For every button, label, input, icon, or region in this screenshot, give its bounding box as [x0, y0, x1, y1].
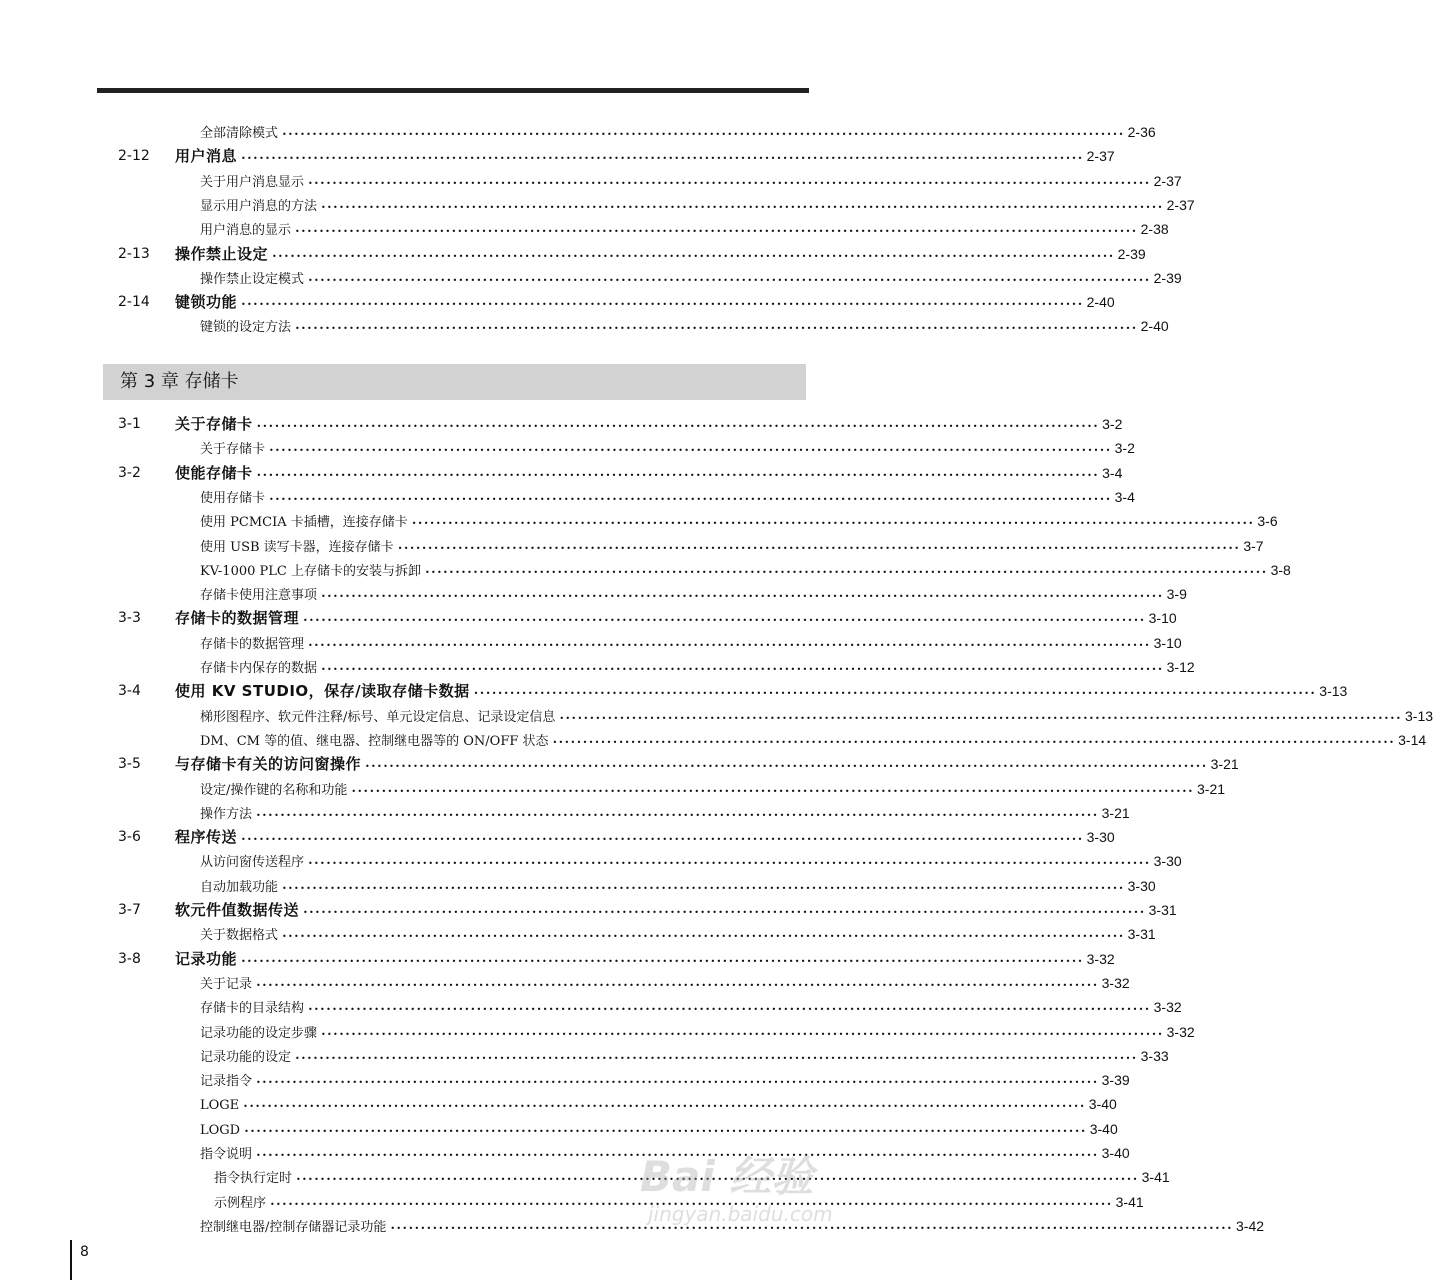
dot-leader: •••••••••••••••••••••••••••••••••••••••••••••••••••••••••••••••••••••••••••••••••••••••••••••••••••••••••••••••••••••••••••••••••••••••••••• [256, 1151, 1099, 1160]
dot-leader: •••••••••••••••••••••••••••••••••••••••••••••••••••••••••••••••••••••••••••••••••••••••••••••••••••••••••••••••••••••••••••••••••••••••••••• [321, 592, 1164, 602]
entry-page-number: 2-40 [1140, 318, 1169, 335]
entry-page-number: 3-32 [1101, 974, 1130, 991]
entry-title: 存储卡使用注意事项 [200, 588, 318, 604]
entry-title: LOGD [200, 1122, 241, 1138]
toc-entry[interactable] [0, 1092, 1117, 1116]
entry-page-number: 2-37 [1086, 148, 1115, 165]
dot-leader: •••••••••••••••••••••••••••••••••••••••••••••••••••••••••••••••••••••••••••••••••••••••••••••••••••••••••••••••••••••••••••••••••••••••••••• [296, 1175, 1139, 1185]
dot-leader: •••••••••••••••••••••••••••••••••••••••••••••••••••••••••••••••••••••••••••••••••••••••••••••••••••••••••••••••••••••••••••••••••••••••••••• [295, 324, 1138, 334]
dot-leader: •••••••••••••••••••••••••••••••••••••••••••••••••••••••••••••••••••••••••••••••••••••••••••••••••••••••••••••••••••••••••••••••••••••••••••• [269, 446, 1112, 456]
entry-page-number: 3-7 [1243, 537, 1264, 554]
dot-leader: •••••••••••••••••••••••••••••••••••••••••••••••••••••••••••••••••••••••••••••••••••••••••••••••••••••••••••••••••••••••••••••••••••••••••••• [303, 908, 1146, 917]
toc-entry[interactable] [0, 412, 1123, 436]
dot-leader: •••••••••••••••••••••••••••••••••••••••••••••••••••••••••••••••••••••••••••••••••••••••••••••••••••••••••••••••••••••••••••••••••••••••••••• [308, 275, 1151, 285]
section-number: 3-5 [118, 756, 141, 773]
watermark-text: Bai 经验 [640, 1152, 814, 1201]
toc-entry[interactable] [0, 314, 1169, 338]
dot-leader: •••••••••••••••••••••••••••••••••••••••••••••••••••••••••••••••••••••••••••••••••••••••••••••••••••••••••••••••••••••••••••••••••••••••••••• [390, 1223, 1234, 1233]
toc-entry[interactable] [0, 849, 1182, 873]
dot-leader: •••••••••••••••••••••••••••••••••••••••••••••••••••••••••••••••••••••••••••••••••••••••••••••••••••••••••••••••••••••••••••••••••••••••••••• [303, 616, 1146, 626]
entry-title: 全部清除模式 [200, 126, 279, 141]
entry-page-number: 3-13 [1405, 707, 1433, 724]
section-number: 3-1 [118, 416, 141, 432]
entry-page-number: 3-9 [1166, 586, 1187, 603]
entry-title: 使用 PCMCIA 卡插槽，连接存储卡 [200, 515, 408, 531]
toc-entry[interactable] [0, 631, 1182, 655]
toc-entry[interactable] [0, 825, 1115, 849]
entry-title: 从访问窗传送程序 [200, 855, 305, 871]
entry-title: 关于数据格式 [200, 928, 279, 944]
toc-entry[interactable] [0, 947, 1115, 971]
entry-title: 存储卡的目录结构 [200, 1001, 305, 1017]
toc-entry[interactable] [0, 728, 1427, 752]
entry-title: 记录指令 [200, 1074, 253, 1090]
dot-leader: •••••••••••••••••••••••••••••••••••••••••••••••••••••••••••••••••••••••••••••••••••••••••••••••••••••••••••••••••••••••••••••••••••••••••••• [241, 956, 1084, 966]
entry-title: 使用 USB 读写卡器，连接存储卡 [200, 539, 394, 555]
section-number: 3-7 [118, 902, 141, 918]
dot-leader: •••••••••••••••••••••••••••••••••••••••••••••••••••••••••••••••••••••••••••••••••••••••••••••••••••••••••••••••••••••••••••••••••••••••••••• [473, 689, 1317, 699]
entry-page-number: 3-39 [1101, 1072, 1130, 1089]
entry-page-number: 3-12 [1166, 659, 1195, 675]
entry-title: 关于存储卡 [200, 442, 266, 458]
entry-title: 指令执行定时 [214, 1171, 293, 1187]
entry-page-number: 2-38 [1140, 221, 1169, 238]
entry-title: DM、CM 等的值、继电器、控制继电器等的 ON/OFF 状态 [200, 733, 549, 749]
toc-entry[interactable] [0, 752, 1239, 776]
entry-title: 存储卡内保存的数据 [200, 661, 318, 676]
toc-entry[interactable] [0, 582, 1187, 606]
toc-entry[interactable] [0, 704, 1433, 728]
toc-entry[interactable] [0, 266, 1182, 290]
entry-page-number: 3-32 [1086, 950, 1115, 967]
dot-leader: •••••••••••••••••••••••••••••••••••••••••••••••••••••••••••••••••••••••••••••••••••••••••••••••••••••••••••••••••••••••••••••••••••••••••••• [424, 567, 1268, 577]
entry-title: 控制继电器/控制存储器记录功能 [200, 1219, 387, 1235]
toc-entry[interactable] [0, 777, 1226, 801]
section-number: 2-13 [118, 245, 150, 262]
entry-page-number: 2-37 [1153, 172, 1182, 189]
entry-title: 记录功能的设定 [200, 1049, 292, 1065]
section-number: 3-2 [118, 464, 141, 481]
entry-title: 键锁功能 [175, 293, 238, 312]
toc-entry[interactable] [0, 1165, 1170, 1189]
toc-entry[interactable] [0, 1068, 1130, 1092]
toc-entry[interactable] [0, 1190, 1144, 1214]
entry-page-number: 3-21 [1210, 756, 1239, 773]
toc-entry[interactable] [0, 461, 1123, 485]
dot-leader: •••••••••••••••••••••••••••••••••••••••••••••••••••••••••••••••••••••••••••••••••••••••••••••••••••••••••••••••••••••••••••••••••••••••••••• [321, 1029, 1164, 1039]
toc-entry[interactable] [0, 436, 1135, 460]
top-rule [97, 88, 809, 93]
entry-title: 存储卡的数据管理 [175, 609, 300, 628]
dot-leader: •••••••••••••••••••••••••••••••••••••••••••••••••••••••••••••••••••••••••••••••••••••••••••••••••••••••••••••••••••••••••••••••••••••••••••• [241, 154, 1084, 164]
entry-title: 操作方法 [200, 806, 253, 822]
dot-leader: •••••••••••••••••••••••••••••••••••••••••••••••••••••••••••••••••••••••••••••••••••••••••••••••••••••••••••••••••••••••••••••••••••••••••••• [241, 300, 1084, 310]
entry-page-number: 3-4 [1114, 488, 1135, 505]
entry-page-number: 3-40 [1101, 1145, 1130, 1161]
entry-title: 指令说明 [200, 1147, 253, 1162]
dot-leader: •••••••••••••••••••••••••••••••••••••••••••••••••••••••••••••••••••••••••••••••••••••••••••••••••••••••••••••••••••••••••••••••••••••••••••• [256, 1078, 1099, 1088]
entry-page-number: 3-2 [1114, 440, 1135, 457]
dot-leader: •••••••••••••••••••••••••••••••••••••••••••••••••••••••••••••••••••••••••••••••••••••••••••••••••••••••••••••••••••••••••••••••••••••••••••• [256, 470, 1100, 480]
toc-entry[interactable] [0, 242, 1146, 266]
entry-title: 关于存储卡 [175, 415, 253, 433]
entry-page-number: 3-32 [1166, 1023, 1195, 1040]
toc-entry[interactable] [0, 485, 1135, 509]
dot-leader: •••••••••••••••••••••••••••••••••••••••••••••••••••••••••••••••••••••••••••••••••••••••••••••••••••••••••••••••••••••••••••••••••••••••••••• [308, 640, 1151, 650]
entry-page-number: 3-30 [1153, 853, 1182, 870]
section-number: 3-6 [118, 829, 141, 846]
entry-page-number: 3-33 [1140, 1047, 1169, 1064]
dot-leader: •••••••••••••••••••••••••••••••••••••••••••••••••••••••••••••••••••••••••••••••••••••••••••••••••••••••••••••••••••••••••••••••••••••••••••• [308, 859, 1151, 869]
entry-page-number: 3-32 [1153, 999, 1182, 1016]
dot-leader: •••••••••••••••••••••••••••••••••••••••••••••••••••••••••••••••••••••••••••••••••••••••••••••••••••••••••••••••••••••••••••••••••••••••••••• [282, 883, 1125, 893]
entry-page-number: 2-36 [1127, 124, 1156, 140]
toc-entry[interactable] [0, 534, 1264, 558]
dot-leader: •••••••••••••••••••••••••••••••••••••••••••••••••••••••••••••••••••••••••••••••••••••••••••••••••••••••••••••••••••••••••••••••••••••••••••• [321, 665, 1164, 674]
entry-page-number: 3-6 [1257, 513, 1278, 530]
entry-title: 操作禁止设定模式 [200, 271, 305, 287]
entry-page-number: 2-37 [1166, 196, 1195, 213]
section-number: 2-14 [118, 294, 150, 311]
toc-entry[interactable] [0, 290, 1115, 314]
entry-page-number: 3-8 [1270, 561, 1291, 578]
entry-title: 使用 KV STUDIO，保存/读取存储卡数据 [175, 682, 470, 701]
toc-entry[interactable] [0, 898, 1177, 922]
entry-title: 与存储卡有关的访问窗操作 [175, 755, 362, 774]
entry-page-number: 3-10 [1153, 634, 1182, 651]
entry-title: LOGE [200, 1098, 240, 1114]
section-number: 2-12 [118, 148, 150, 165]
dot-leader: •••••••••••••••••••••••••••••••••••••••••••••••••••••••••••••••••••••••••••••••••••••••••••••••••••••••••••••••••••••••••••••••••••••••••••• [321, 202, 1164, 212]
section-number: 3-3 [118, 610, 141, 627]
dot-leader: •••••••••••••••••••••••••••••••••••••••••••••••••••••••••••••••••••••••••••••••••••••••••••••••••••••••••••••••••••••••••••••••••••••••••••• [241, 835, 1084, 845]
dot-leader: •••••••••••••••••••••••••••••••••••••••••••••••••••••••••••••••••••••••••••••••••••••••••••••••••••••••••••••••••••••••••••••••••••••••••••• [351, 786, 1195, 796]
entry-title: 用户消息 [175, 147, 238, 166]
entry-page-number: 3-10 [1148, 610, 1177, 627]
dot-leader: •••••••••••••••••••••••••••••••••••••••••••••••••••••••••••••••••••••••••••••••••••••••••••••••••••••••••••••••••••••••••••••••••••••••••••• [411, 519, 1255, 529]
dot-leader: •••••••••••••••••••••••••••••••••••••••••••••••••••••••••••••••••••••••••••••••••••••••••••••••••••••••••••••••••••••••••••••••••••••••••••• [244, 1126, 1087, 1136]
toc-entry[interactable] [0, 144, 1115, 168]
toc-entry[interactable] [0, 971, 1130, 995]
page-number: 8 [80, 1244, 89, 1260]
entry-title: 自动加载功能 [200, 879, 279, 895]
dot-leader: •••••••••••••••••••••••••••••••••••••••••••••••••••••••••••••••••••••••••••••••••••••••••••••••••••••••••••••••••••••••••••••••••••••••••••• [243, 1102, 1086, 1112]
chapter-title: 第 3 章 存储卡 [120, 371, 239, 392]
entry-page-number: 3-30 [1086, 829, 1115, 846]
toc-entry[interactable] [0, 193, 1195, 217]
entry-page-number: 3-30 [1127, 877, 1156, 894]
toc-entry[interactable] [0, 801, 1130, 825]
entry-page-number: 3-31 [1127, 926, 1156, 943]
entry-title: 使能存储卡 [175, 463, 253, 482]
entry-title: 记录功能 [175, 949, 238, 968]
dot-leader: •••••••••••••••••••••••••••••••••••••••••••••••••••••••••••••••••••••••••••••••••••••••••••••••••••••••••••••••••••••••••••••••••••••••••••• [308, 1005, 1151, 1015]
entry-title: 关于用户消息显示 [200, 174, 305, 190]
toc-entry[interactable] [0, 922, 1156, 946]
dot-leader: •••••••••••••••••••••••••••••••••••••••••••••••••••••••••••••••••••••••••••••••••••••••••••••••••••••••••••••••••••••••••••••••••••••••••••• [308, 178, 1151, 188]
entry-page-number: 3-41 [1141, 1169, 1170, 1186]
entry-page-number: 3-14 [1398, 731, 1427, 748]
toc-entry[interactable] [0, 1214, 1265, 1238]
dot-leader: •••••••••••••••••••••••••••••••••••••••••••••••••••••••••••••••••••••••••••••••••••••••••••••••••••••••••••••••••••••••••••••••••••••••••••• [256, 810, 1099, 820]
chapter-heading-band [103, 364, 806, 400]
toc-entry[interactable] [0, 558, 1291, 582]
entry-title: 存储卡的数据管理 [200, 636, 305, 652]
dot-leader: •••••••••••••••••••••••••••••••••••••••••••••••••••••••••••••••••••••••••••••••••••••••••••••••••••••••••••••••••••••••••••••••••••••••••••• [272, 251, 1115, 261]
section-number: 3-4 [118, 683, 141, 700]
entry-title: 操作禁止设定 [175, 244, 269, 263]
dot-leader: •••••••••••••••••••••••••••••••••••••••••••••••••••••••••••••••••••••••••••••••••••••••••••••••••••••••••••••••••••••••••••••••••••••••••••• [559, 713, 1403, 723]
dot-leader: •••••••••••••••••••••••••••••••••••••••••••••••••••••••••••••••••••••••••••••••••••••••••••••••••••••••••••••••••••••••••••••••••••••••••••• [256, 422, 1100, 431]
entry-title: KV-1000 PLC 上存储卡的安装与拆卸 [200, 563, 421, 579]
entry-title: 软元件值数据传送 [175, 901, 300, 919]
toc-entry[interactable] [0, 995, 1182, 1019]
entry-page-number: 3-40 [1089, 1120, 1118, 1137]
toc-entry[interactable] [0, 606, 1177, 630]
entry-page-number: 3-41 [1115, 1193, 1144, 1210]
toc-entry[interactable] [0, 874, 1156, 898]
entry-title: 设定/操作键的名称和功能 [200, 782, 348, 798]
toc-entry[interactable] [0, 1141, 1130, 1165]
entry-page-number: 3-42 [1236, 1217, 1265, 1234]
entry-title: 记录功能的设定步骤 [200, 1025, 318, 1041]
toc-entry[interactable] [0, 169, 1182, 193]
dot-leader: •••••••••••••••••••••••••••••••••••••••••••••••••••••••••••••••••••••••••••••••••••••••••••••••••••••••••••••••••••••••••••••••••••••••••••• [256, 980, 1099, 990]
entry-page-number: 2-40 [1086, 294, 1115, 311]
entry-page-number: 3-21 [1197, 780, 1226, 797]
entry-title: 显示用户消息的方法 [200, 198, 318, 214]
toc-entry[interactable] [0, 679, 1348, 703]
toc-entry[interactable] [0, 655, 1195, 679]
dot-leader: •••••••••••••••••••••••••••••••••••••••••••••••••••••••••••••••••••••••••••••••••••••••••••••••••••••••••••••••••••••••••••••••••••••••••••• [282, 130, 1125, 139]
entry-page-number: 2-39 [1117, 245, 1146, 262]
entry-title: 使用存储卡 [200, 490, 266, 506]
section-number: 3-8 [118, 950, 141, 967]
dot-leader: •••••••••••••••••••••••••••••••••••••••••••••••••••••••••••••••••••••••••••••••••••••••••••••••••••••••••••••••••••••••••••••••••••••••••••• [270, 1199, 1113, 1209]
dot-leader: •••••••••••••••••••••••••••••••••••••••••••••••••••••••••••••••••••••••••••••••••••••••••••••••••••••••••••••••••••••••••••••••••••••••••••• [269, 494, 1112, 504]
entry-title: 梯形图程序、软元件注释/标号、单元设定信息、记录设定信息 [200, 709, 556, 725]
toc-entry[interactable] [0, 1020, 1195, 1044]
dot-leader: •••••••••••••••••••••••••••••••••••••••••••••••••••••••••••••••••••••••••••••••••••••••••••••••••••••••••••••••••••••••••••••••••••••••••••• [295, 227, 1138, 237]
dot-leader: •••••••••••••••••••••••••••••••••••••••••••••••••••••••••••••••••••••••••••••••••••••••••••••••••••••••••••••••••••••••••••••••••••••••••••• [295, 1053, 1138, 1063]
entry-title: 示例程序 [214, 1195, 267, 1211]
entry-page-number: 3-13 [1319, 683, 1348, 700]
entry-title: 程序传送 [175, 828, 238, 847]
dot-leader: •••••••••••••••••••••••••••••••••••••••••••••••••••••••••••••••••••••••••••••••••••••••••••••••••••••••••••••••••••••••••••••••••••••••••••• [282, 932, 1125, 942]
dot-leader: •••••••••••••••••••••••••••••••••••••••••••••••••••••••••••••••••••••••••••••••••••••••••••••••••••••••••••••••••••••••••••••••••••••••••••• [552, 737, 1396, 747]
entry-title: 用户消息的显示 [200, 223, 292, 239]
entry-page-number: 3-2 [1102, 416, 1123, 432]
dot-leader: •••••••••••••••••••••••••••••••••••••••••••••••••••••••••••••••••••••••••••••••••••••••••••••••••••••••••••••••••••••••••••••••••••••••••••• [365, 762, 1208, 772]
entry-page-number: 3-21 [1101, 804, 1130, 821]
footer-rule [70, 1240, 72, 1280]
toc-entry[interactable] [0, 120, 1156, 144]
toc-entry[interactable] [0, 509, 1278, 533]
dot-leader: •••••••••••••••••••••••••••••••••••••••••••••••••••••••••••••••••••••••••••••••••••••••••••••••••••••••••••••••••••••••••••••••••••••••••••• [397, 543, 1241, 553]
entry-title: 关于记录 [200, 976, 253, 992]
entry-page-number: 3-40 [1088, 1096, 1117, 1113]
watermark-url: jingyan.baidu.com [648, 1202, 833, 1226]
entry-page-number: 3-31 [1148, 902, 1177, 918]
toc-entry[interactable] [0, 217, 1169, 241]
entry-page-number: 2-39 [1153, 269, 1182, 286]
toc-entry[interactable] [0, 1044, 1169, 1068]
entry-title: 键锁的设定方法 [200, 320, 292, 336]
entry-page-number: 3-4 [1102, 464, 1123, 481]
toc-entry[interactable] [0, 1117, 1118, 1141]
